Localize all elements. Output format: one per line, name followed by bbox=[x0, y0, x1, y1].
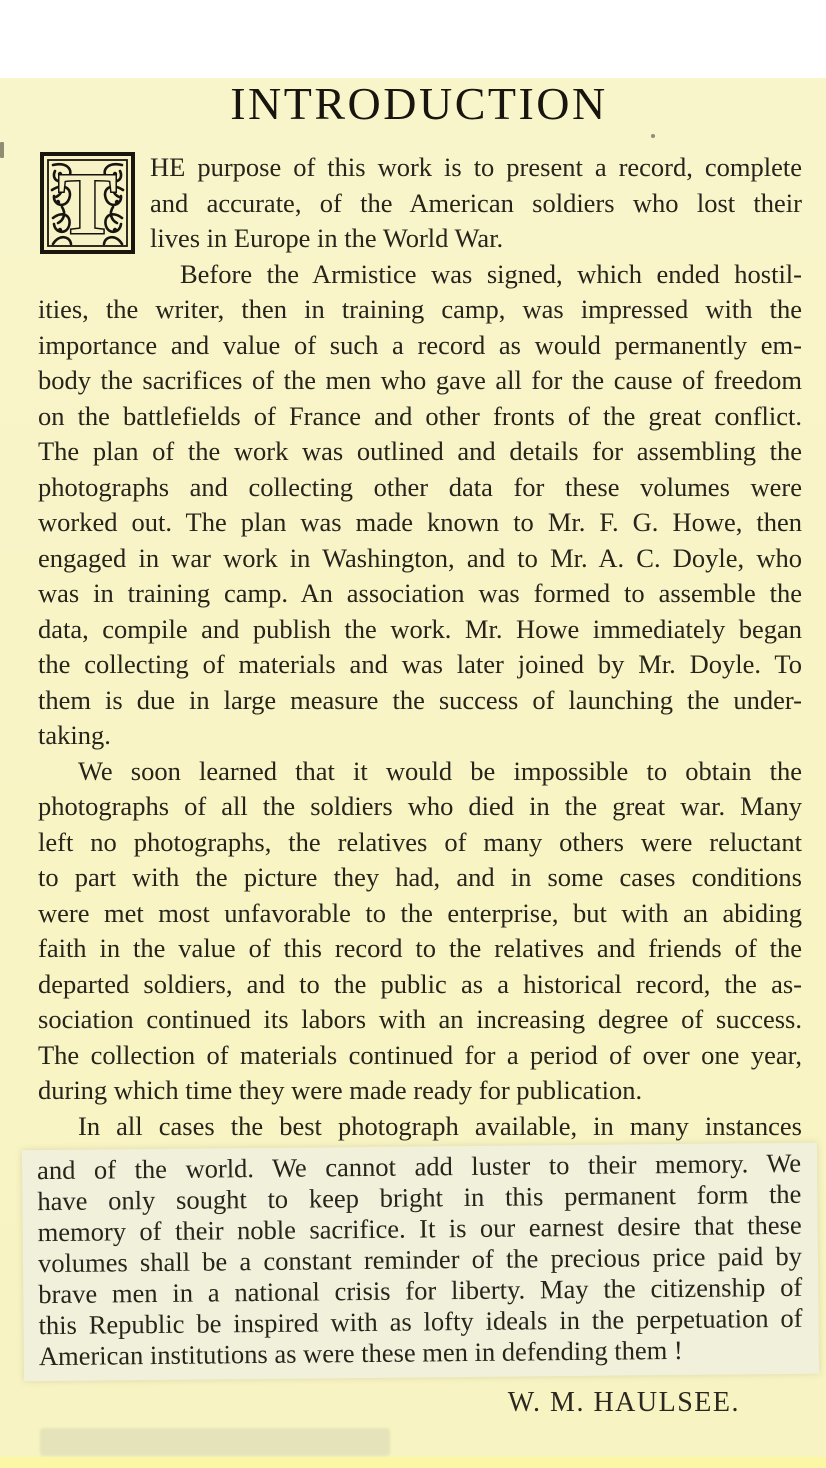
text-line: on the battlefields of France and other fronts of the great conflict. bbox=[38, 400, 802, 431]
text-line: photographs of all the soldiers who died in the great war. Many bbox=[38, 791, 802, 821]
text-line: departed soldiers, and to the public as a historical record, the as- bbox=[38, 968, 802, 999]
text-line: faith in the value of this record to the relatives and friends of the bbox=[38, 933, 802, 963]
text-line: American institutions as were these men in defending them ! bbox=[38, 1334, 683, 1372]
text-line: The plan of the work was outlined and details for assembling the bbox=[38, 436, 802, 466]
slip-paragraphs bbox=[37, 1148, 803, 1372]
book-page bbox=[0, 78, 826, 1468]
text-line: HE purpose of this work is to present a record, complete bbox=[150, 152, 802, 182]
drop-cap-ornament-icon bbox=[40, 152, 135, 254]
text-line: to part with the picture they had, and in some cases conditions bbox=[38, 862, 802, 892]
text-line: The collection of materials continued for a period of over one year, bbox=[38, 1039, 802, 1070]
text-line: and of the world. We cannot add luster to their memory. We bbox=[36, 1147, 802, 1186]
text-line: body the sacrifices of the men who gave all for the cause of freedom bbox=[38, 365, 802, 395]
text-line: them is due in large measure the success of launching the under- bbox=[38, 684, 802, 715]
text-line: ities, the writer, then in training camp, was impressed with the bbox=[38, 294, 802, 324]
scan-edge-artifact bbox=[0, 1457, 826, 1468]
text-line: photographs and collecting other data for these volumes were bbox=[38, 471, 802, 502]
text-line: Before the Armistice was signed, which ended hostil- bbox=[180, 258, 802, 289]
text-line: data, compile and publish the work. Mr. Howe immediately began bbox=[38, 613, 802, 644]
text-line: during which time they were made ready for publication. bbox=[38, 1075, 643, 1105]
text-line: We soon learned that it would be impossible to obtain the bbox=[78, 755, 802, 786]
text-line: In all cases the best photograph available, in many instances bbox=[78, 1110, 802, 1141]
paragraph-opening bbox=[38, 150, 802, 257]
paper-speck-artifact bbox=[651, 134, 655, 138]
text-line: importance and value of such a record as would permanently em- bbox=[38, 329, 802, 360]
paragraph-armistice bbox=[38, 257, 802, 754]
text-line: was in training camp. An association was formed to assemble the bbox=[38, 578, 802, 608]
text-line: were met most unfavorable to the enterprise, but with an abiding bbox=[38, 897, 802, 928]
text-line: engaged in war work in Washington, and to Mr. A. C. Doyle, who bbox=[38, 542, 802, 573]
text-line: left no photographs, the relatives of many others were reluctant bbox=[38, 826, 802, 857]
paragraph-learned bbox=[38, 754, 802, 1109]
text-line: this Republic be inspired with as lofty ideals in the perpetuation of bbox=[38, 1302, 803, 1341]
pasted-correction-slip bbox=[22, 1143, 819, 1382]
text-line: worked out. The plan was made known to Mr. F. G. Howe, then bbox=[38, 507, 802, 537]
scan-dash-artifact bbox=[0, 142, 4, 158]
text-line: brave men in a national crisis for liberty. May the citizenship of bbox=[38, 1271, 803, 1310]
text-line: volumes shall be a constant reminder of the precious price paid by bbox=[37, 1240, 803, 1279]
text-line: sociation continued its labors with an increasing degree of success. bbox=[38, 1004, 802, 1034]
text-line: have only sought to keep bright in this permanent form the bbox=[37, 1178, 802, 1217]
text-line: memory of their noble sacrifice. It is our earnest desire that these bbox=[37, 1209, 802, 1248]
text-line: and accurate, of the American soldiers who lost their bbox=[150, 187, 802, 218]
body-text bbox=[38, 150, 802, 1418]
paragraph-slip-paragraph bbox=[37, 1148, 803, 1372]
drop-cap bbox=[40, 152, 135, 254]
text-line: the collecting of materials and was later joined by Mr. Doyle. To bbox=[38, 649, 802, 679]
page-title: INTRODUCTION bbox=[230, 78, 608, 129]
drop-cap-letter: T bbox=[58, 156, 117, 253]
text-line: lives in Europe in the World War. bbox=[150, 223, 504, 253]
paragraph-cases bbox=[38, 1109, 802, 1145]
main-paragraphs bbox=[38, 150, 802, 1144]
author-signature: W. M. HAULSEE. bbox=[507, 1387, 740, 1418]
scan-mottle-artifact bbox=[40, 1428, 390, 1456]
text-line: taking. bbox=[38, 720, 111, 750]
